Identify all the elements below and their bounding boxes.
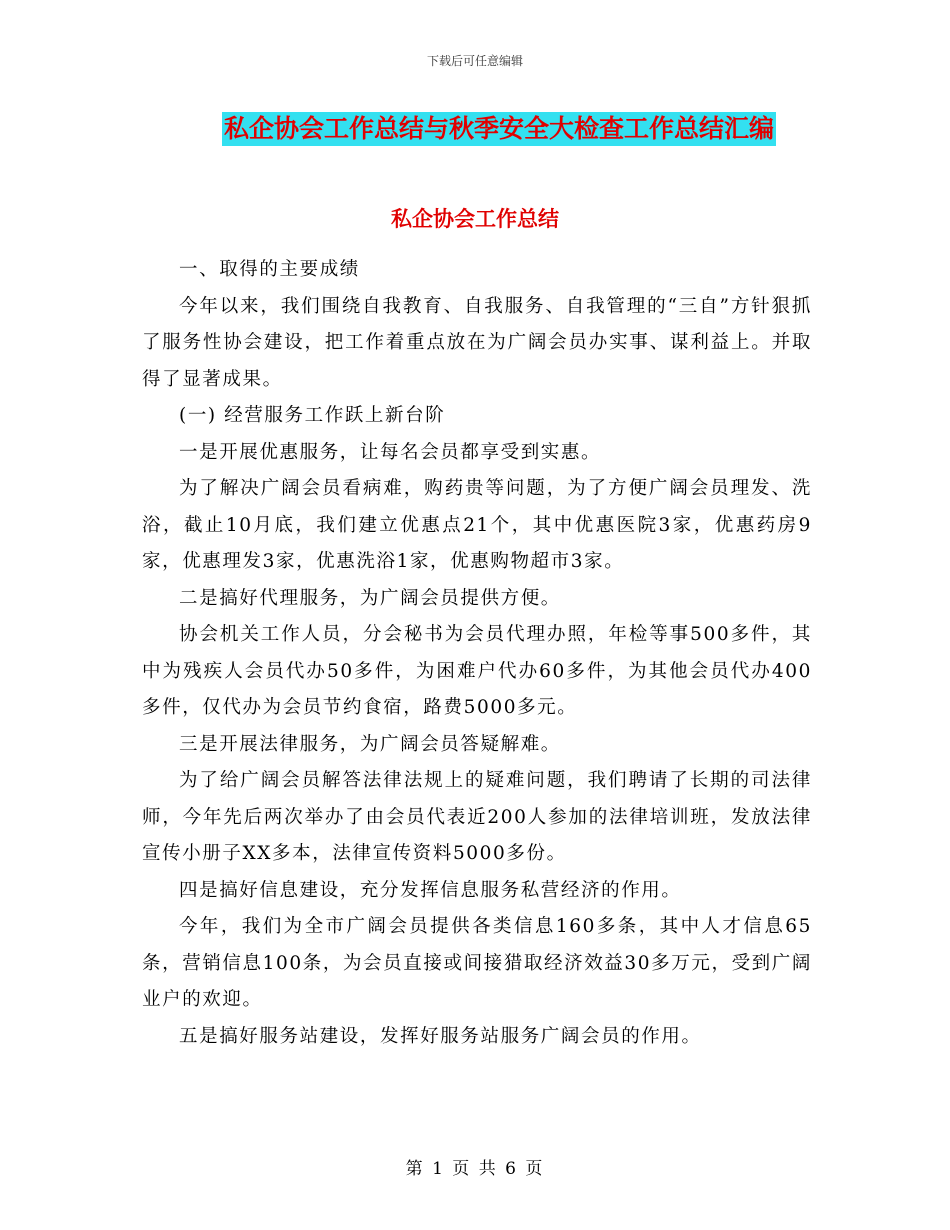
document-body [142,252,812,1055]
paragraph: 三是开展法律服务，为广阔会员答疑解难。 [179,733,561,755]
paragraph: 一是开展优惠服务，让每名会员都享受到实惠。 [179,441,602,463]
paragraph: 今年以来，我们围绕自我教育、自我服务、自我管理的“三自”方针狠抓了服务性协会建设，把工作着重点放在为广阔会员办实事、谋利益上。并取得了显著成果。 [142,295,812,390]
paragraph: 五是搞好服务站建设，发挥好服务站服务广阔会员的作用。 [179,1025,702,1047]
paragraph: 一、取得的主要成绩 [179,259,360,280]
paragraph: 协会机关工作人员，分会秘书为会员代理办照，年检等事500多件，其中为残疾人会员代办50多件，为困难户代办60多件，为其他会员代办400多件，仅代办为会员节约食宿，路费5000多元。 [142,624,812,718]
paragraph: (一) 经营服务工作跃上新台阶 [179,405,446,426]
document-title: 私企协会工作总结与秋季安全大检查工作总结汇编 [222,112,776,146]
paragraph: 为了给广阔会员解答法律法规上的疑难问题，我们聘请了长期的司法律师，今年先后两次举办了由会员代表近200人参加的法律培训班，发放法律宣传小册子XX多本，法律宣传资料5000多份。 [142,770,812,864]
document-title-container [0,112,950,146]
page-footer: 第 1 页 共 6 页 [405,1159,545,1179]
header-note: 下载后可任意编辑 [426,54,523,68]
paragraph: 今年，我们为全市广阔会员提供各类信息160多条，其中人才信息65条，营销信息100条，为会员直接或间接猎取经济效益30多万元，受到广阔业户的欢迎。 [142,916,812,1010]
section-title: 私企协会工作总结 [391,207,559,231]
paragraph: 为了解决广阔会员看病难，购药贵等问题，为了方便广阔会员理发、洗浴，截止10月底，我们建立优惠点21个，其中优惠医院3家，优惠药房9家，优惠理发3家，优惠洗浴1家，优惠购物超市3家。 [142,478,812,572]
paragraph: 四是搞好信息建设，充分发挥信息服务私营经济的作用。 [179,879,682,901]
paragraph: 二是搞好代理服务，为广阔会员提供方便。 [179,587,561,609]
